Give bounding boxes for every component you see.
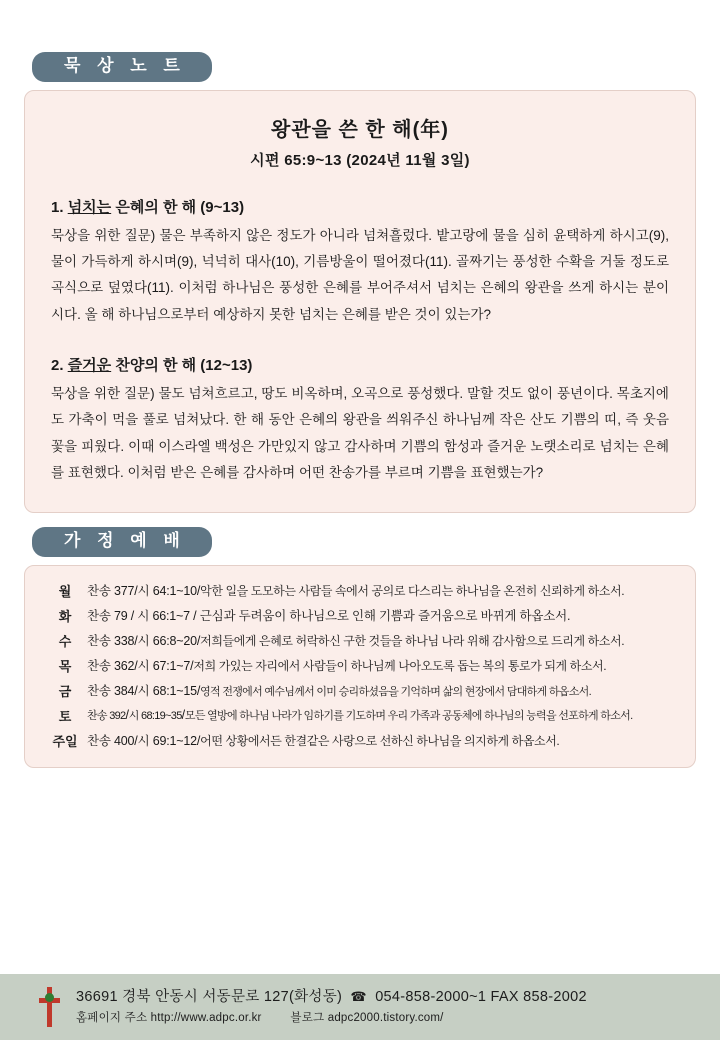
worship-psalm: 시 68:19~35	[128, 710, 182, 723]
worship-psalm: 시 66:1~7	[137, 609, 190, 624]
worship-entry: 찬송 362/시 67:1~7/저희 가있는 자리에서 사람들이 하나님께 나아오도록 돕는 복의 통로가 되게 하소서.	[87, 659, 607, 674]
home-worship-header	[0, 513, 720, 557]
worship-day: 주일	[52, 733, 78, 749]
footer-web-line	[76, 1010, 587, 1028]
worship-prayer: 영적 전쟁에서 예수님께서 이미 승리하셨음을 기억하며 삶의 현장에서 담대하게 하옵소서.	[200, 686, 591, 699]
table-row	[43, 578, 677, 603]
table-row	[43, 603, 677, 628]
table-row	[43, 728, 677, 753]
worship-table	[43, 578, 677, 753]
footer-address: 36691 경북 안동시 서동문로 127(화성동)	[76, 988, 343, 1005]
point-1-rest: 은혜의 한 해 (9~13)	[115, 198, 245, 216]
point-1-question	[51, 223, 669, 328]
home-worship-pill-label: 가 정 예 배	[32, 527, 212, 557]
table-row	[43, 653, 677, 678]
table-row	[43, 678, 677, 703]
point-2-rest: 찬양의 한 해 (12~13)	[115, 356, 253, 374]
worship-day: 화	[58, 608, 72, 624]
worship-hymn: 찬송 384	[87, 684, 135, 699]
worship-entry: 찬송 400/시 69:1~12/어떤 상황에서든 한결같은 사랑으로 선하신 하나님을 의지하게 하옵소서.	[87, 734, 560, 749]
worship-prayer: 악한 일을 도모하는 사람들 속에서 공의로 다스리는 하나님을 온전히 신뢰하게 하소서.	[200, 584, 625, 599]
note-subtitle: 시편 65:9~13 (2024년 11월 3일)	[250, 151, 470, 169]
worship-hymn: 찬송 377	[87, 584, 135, 599]
worship-prayer: 저희들에게 은혜로 허락하신 구한 것들을 하나님 나라 위해 감사함으로 드리게 하소서.	[200, 634, 625, 649]
point-2-number: 2.	[51, 356, 64, 374]
point-2-lead: 묵상을 위한 질문)	[51, 385, 155, 401]
point-1-body: 물은 부족하지 않은 정도가 아니라 넘쳐흘렀다. 밭고랑에 물을 심히 윤택하게 하시고(9), 물이 가득하게 하시며(9), 넉넉히 대사(10), 기름방울이 떨어졌다(11). 골짜기는 풍성한 수확을 거둘 정도로 곡식으로 덮였다(11). 이처럼 하나님은 풍성한 은혜를 부어주셔서 넘치는 은혜의 왕관을 쓰게 하시는 분이시다. 올 해 하나님으로부터 예상하지 못한 넘치는 은혜를 받은 것이 있는가?	[51, 227, 669, 322]
worship-day: 토	[58, 708, 72, 724]
point-2-body: 물도 넘쳐흐르고, 땅도 비옥하며, 오곡으로 풍성했다. 말할 것도 없이 풍년이다. 목초지에도 가축이 먹을 풀로 넘쳐났다. 한 해 동안 은혜의 왕관을 씌워주신 하나님께 작은 산도 기쁨의 띠, 즉 웃음꽃을 피웠다. 이때 이스라엘 백성은 가만있지 않고 감사하며 기쁨의 함성과 즐거운 노랫소리로 넘치는 은혜를 표현했다. 이처럼 받은 은혜를 감사하며 어떤 찬송가를 부르며 기쁨을 표현했는가?	[51, 385, 669, 480]
meditation-note-box	[24, 90, 696, 514]
telephone-icon: ☎	[346, 988, 371, 1004]
worship-hymn: 찬송 362	[87, 659, 135, 674]
point-1-lead: 묵상을 위한 질문)	[51, 227, 156, 243]
worship-prayer: 어떤 상황에서든 한결같은 사랑으로 선하신 하나님을 의지하게 하옵소서.	[200, 734, 560, 749]
point-1-underlined: 넘치는	[67, 198, 112, 216]
worship-psalm: 시 64:1~10	[137, 584, 197, 599]
worship-day: 목	[58, 658, 72, 674]
footer-homepage[interactable]: 홈페이지 주소 http://www.adpc.or.kr	[76, 1012, 262, 1025]
worship-prayer: 저희 가있는 자리에서 사람들이 하나님께 나아오도록 돕는 복의 통로가 되게 하소서.	[193, 659, 607, 674]
meditation-note-pill-label: 묵 상 노 트	[32, 52, 212, 82]
worship-hymn: 찬송 79	[87, 609, 128, 624]
point-2-question	[51, 381, 669, 486]
worship-day: 월	[58, 583, 72, 599]
worship-hymn: 찬송 392	[87, 710, 126, 723]
table-row	[43, 628, 677, 653]
worship-prayer: 모든 열방에 하나님 나라가 임하기를 기도하며 우리 가족과 공동체에 하나님의 능력을 선포하게 하소서.	[184, 710, 633, 723]
table-row	[43, 703, 677, 728]
note-title: 왕관을 쓴 한 해(年)	[271, 118, 449, 141]
worship-entry: 찬송 384/시 68:1~15/영적 전쟁에서 예수님께서 이미 승리하셨음을 기억하며 삶의 현장에서 담대하게 하옵소서.	[87, 684, 591, 699]
point-2-underlined: 즐거운	[67, 356, 112, 374]
worship-prayer: 근심과 두려움이 하나님으로 인해 기쁨과 즐거움으로 바뀌게 하옵소서.	[199, 609, 571, 624]
worship-psalm: 시 69:1~12	[137, 734, 197, 749]
point-2-heading	[51, 354, 669, 375]
worship-entry: 찬송 392/시 68:19~35/모든 열방에 하나님 나라가 임하기를 기도하며 우리 가족과 공동체에 하나님의 능력을 선포하게 하소서.	[87, 708, 633, 723]
home-worship-box	[24, 565, 696, 768]
meditation-note-header	[0, 0, 720, 82]
worship-hymn: 찬송 400	[87, 734, 135, 749]
worship-psalm: 시 68:1~15	[137, 684, 197, 699]
point-1-number: 1.	[51, 198, 64, 216]
worship-psalm: 시 66:8~20	[137, 634, 197, 649]
worship-entry: 찬송 338/시 66:8~20/저희들에게 은혜로 허락하신 구한 것들을 하나님 나라 위해 감사함으로 드리게 하소서.	[87, 634, 625, 649]
worship-day: 수	[58, 633, 72, 649]
page-footer	[0, 974, 720, 1040]
worship-hymn: 찬송 338	[87, 634, 135, 649]
footer-blog[interactable]: 블로그 adpc2000.tistory.com/	[290, 1012, 444, 1025]
point-1-heading	[51, 196, 669, 217]
worship-entry: 찬송 79 / 시 66:1~7 / 근심과 두려움이 하나님으로 인해 기쁨과 즐거움으로 바뀌게 하옵소서.	[87, 609, 571, 624]
footer-phone: 054-858-2000~1 FAX 858-2002	[375, 988, 587, 1005]
worship-entry: 찬송 377/시 64:1~10/악한 일을 도모하는 사람들 속에서 공의로 다스리는 하나님을 온전히 신뢰하게 하소서.	[87, 584, 625, 599]
cross-icon	[36, 987, 62, 1027]
worship-psalm: 시 67:1~7	[137, 659, 191, 674]
footer-contact-line	[76, 986, 587, 1008]
worship-day: 금	[58, 683, 72, 699]
